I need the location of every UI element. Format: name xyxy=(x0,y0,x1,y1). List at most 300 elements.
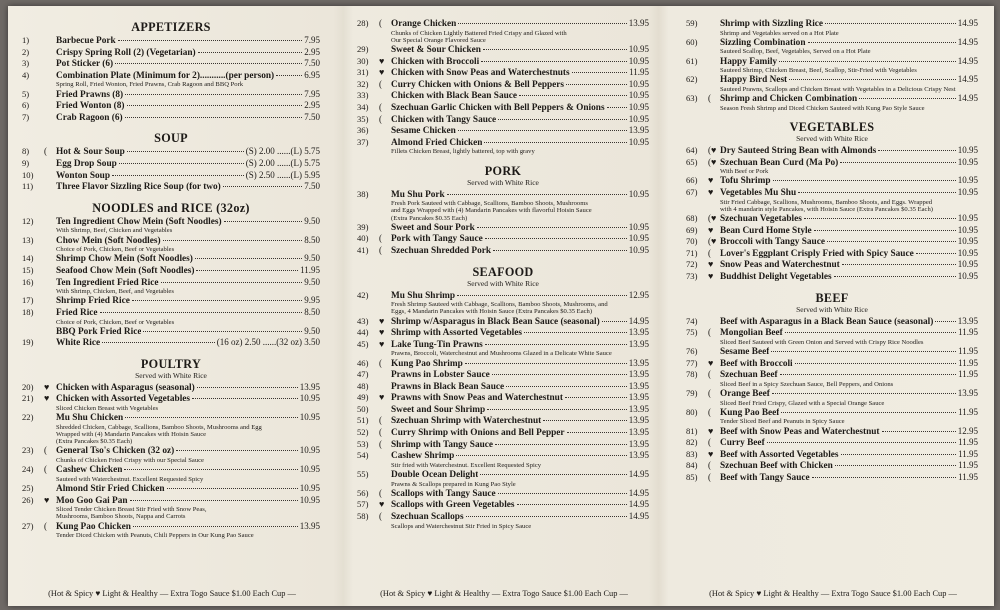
item-name: Orange Chicken xyxy=(391,19,457,29)
item-number: 31) xyxy=(357,67,369,78)
menu-item-line xyxy=(357,439,649,451)
item-price: 10.95 xyxy=(957,212,978,223)
item-price: 10.95 xyxy=(957,186,978,197)
item-description: Prawns, Broccoli, Waterchestnut and Mushrooms Glazed in a Delicate White Sauce xyxy=(391,350,612,358)
section-subtitle: Served with White Rice xyxy=(467,278,539,288)
menu-item xyxy=(686,93,978,112)
item-marker-icon: ( xyxy=(379,101,382,112)
menu-item-line xyxy=(357,222,649,234)
panel-content xyxy=(8,18,336,580)
dot-leader xyxy=(456,455,626,456)
legend-footer: (Hot & Spicy ♥ Light & Healthy — Extra Togo Sauce $1.00 Each Cup — xyxy=(48,589,296,598)
dot-leader xyxy=(935,321,955,322)
item-number: 25) xyxy=(22,483,34,494)
item-price: (16 oz) 2.50 ......(32 oz) 3.50 xyxy=(216,337,320,348)
item-name: Shrimp with Tangy Sauce xyxy=(391,439,494,450)
item-name: Szechuan Scallops xyxy=(391,512,464,523)
item-marker-icon: ♥ xyxy=(708,186,714,197)
menu-item xyxy=(22,158,320,170)
menu-item-line xyxy=(357,79,649,91)
item-price: 14.95 xyxy=(628,511,649,522)
item-price: 13.95 xyxy=(628,450,649,461)
menu-item xyxy=(22,70,320,89)
menu-item-line xyxy=(357,488,649,500)
dot-leader xyxy=(224,221,303,222)
section-gap xyxy=(686,283,978,289)
item-number: 9) xyxy=(22,157,30,168)
item-name: Fried Rice xyxy=(56,307,98,318)
item-price: 10.95 xyxy=(957,270,978,281)
item-number: 48) xyxy=(357,380,369,391)
menu-item-line xyxy=(686,426,978,438)
dot-leader xyxy=(192,398,298,399)
item-name: Bean Curd Home Style xyxy=(720,225,812,236)
dot-leader xyxy=(465,363,627,364)
dot-leader xyxy=(100,312,303,313)
item-price: 13.95 xyxy=(957,315,978,326)
item-description: Choice of Pork, Chicken, Beef or Vegetables xyxy=(56,246,175,254)
menu-item xyxy=(686,37,978,56)
menu-item-line xyxy=(686,248,978,260)
item-number: 73) xyxy=(686,270,698,281)
item-number: 23) xyxy=(22,445,34,456)
item-number: 55) xyxy=(357,469,369,480)
item-description: Prawns & Scallops prepared in Kung Pao Style xyxy=(391,480,516,488)
menu-item-line xyxy=(357,450,649,462)
item-price: 7.95 xyxy=(304,35,320,45)
item-description: With Shrimp, Chicken, Beef, and Vegetables xyxy=(56,288,174,296)
item-description: Sliced Tender Chicken Breast Stir Fried with Snow Peas, xyxy=(56,506,207,514)
dot-leader xyxy=(487,409,627,410)
menu-item-line xyxy=(22,47,320,59)
item-number: 62) xyxy=(686,74,698,85)
item-number: 56) xyxy=(357,487,369,498)
menu-item-line xyxy=(22,100,320,112)
menu-item-line xyxy=(357,67,649,79)
item-number: 58) xyxy=(357,511,369,522)
menu-item xyxy=(357,90,649,102)
item-number: 37) xyxy=(357,136,369,147)
item-number: 35) xyxy=(357,113,369,124)
menu-item xyxy=(357,222,649,234)
menu-item-line xyxy=(357,44,649,56)
item-number: 12) xyxy=(22,215,34,226)
item-number: 38) xyxy=(357,188,369,199)
item-name: Barbecue Pork xyxy=(56,36,116,46)
dot-leader xyxy=(480,474,626,475)
item-price: 10.95 xyxy=(299,412,320,423)
item-description: (Extra Pancakes $0.35 Each) xyxy=(391,214,468,222)
menu-item xyxy=(357,488,649,500)
item-name: Double Ocean Delight xyxy=(391,470,479,481)
menu-panel-right xyxy=(672,6,994,606)
item-name: Sizzling Combination xyxy=(720,37,806,48)
item-price: 8.50 xyxy=(304,306,320,317)
item-description: Fresh Pork Sauteed with Cabbage, Scallions, Bamboo Shoots, Mushrooms xyxy=(391,200,588,208)
item-price: 10.95 xyxy=(628,136,649,147)
item-description: Wrapped with (4) Mandarin Pancakes with Hoisin Sauce xyxy=(56,431,207,439)
menu-item xyxy=(22,235,320,254)
menu-panel-middle xyxy=(343,6,665,606)
item-number: 28) xyxy=(357,18,369,28)
item-name: Scallops with Green Vegetables xyxy=(391,500,515,511)
menu-item xyxy=(357,189,649,222)
menu-item-line xyxy=(357,427,649,439)
dot-leader xyxy=(161,282,303,283)
dot-leader xyxy=(112,175,244,176)
item-price: 13.95 xyxy=(628,125,649,136)
item-price: 13.95 xyxy=(299,381,320,392)
item-name: Szechuan Vegetables xyxy=(720,213,802,224)
item-description: Tender Sliced Beef and Peanuts in Spicy Sauce xyxy=(720,418,845,426)
menu-item-line xyxy=(22,521,320,533)
item-marker-icon: ♥ xyxy=(708,448,714,459)
item-marker-icon: ( xyxy=(44,520,47,531)
item-marker-icon: ( xyxy=(708,327,711,338)
item-marker-icon: ♥ xyxy=(708,425,714,436)
item-number: 69) xyxy=(686,224,698,235)
menu-item xyxy=(686,175,978,187)
menu-item-line xyxy=(686,472,978,484)
item-name: Sesame Chicken xyxy=(391,126,456,137)
item-price: 14.95 xyxy=(957,18,978,28)
item-price: 14.95 xyxy=(628,315,649,326)
dot-leader xyxy=(519,95,627,96)
dot-leader xyxy=(198,52,303,53)
menu-item xyxy=(22,382,320,394)
dot-leader xyxy=(125,417,298,418)
section-gap xyxy=(686,112,978,118)
item-number: 50) xyxy=(357,403,369,414)
dot-leader xyxy=(812,477,956,478)
dot-leader xyxy=(789,79,956,80)
item-name: Almond Stir Fried Chicken xyxy=(56,484,165,495)
menu-item xyxy=(357,392,649,404)
panel-content xyxy=(672,18,994,580)
menu-item xyxy=(22,412,320,445)
item-price: 13.95 xyxy=(628,438,649,449)
item-marker-icon: ( xyxy=(44,464,47,475)
item-description: Sauteed Shrimp, Chicken Breast, Beef, Scallop, Stir-Fried with Vegetables xyxy=(720,67,917,75)
item-price: 10.95 xyxy=(628,233,649,244)
menu-item-line xyxy=(686,316,978,328)
menu-item xyxy=(357,415,649,427)
section-gap xyxy=(357,257,649,263)
menu-item xyxy=(357,369,649,381)
item-price: 11.95 xyxy=(958,327,978,338)
item-number: 71) xyxy=(686,247,698,258)
item-name: Szechuan Shredded Pork xyxy=(391,245,492,256)
menu-item-line xyxy=(22,112,320,124)
item-number: 27) xyxy=(22,520,34,531)
menu-item xyxy=(357,381,649,393)
item-number: 81) xyxy=(686,425,698,436)
menu-item xyxy=(357,427,649,439)
item-name: Beef with Assorted Vegetables xyxy=(720,449,839,460)
item-number: 78) xyxy=(686,369,698,380)
item-price: 13.95 xyxy=(628,327,649,338)
item-name: Pot Sticker (6) xyxy=(56,59,114,70)
item-description: Shrimp and Vegetables served on a Hot Plate xyxy=(720,29,839,37)
item-price: 14.95 xyxy=(628,499,649,510)
item-name: Szechuan Beef with Chicken xyxy=(720,461,833,472)
section-title: SEAFOOD xyxy=(472,264,534,279)
item-name: Curry Chicken with Onions & Bell Peppers xyxy=(391,79,565,90)
menu-item-line xyxy=(357,404,649,416)
item-name: Mu Shu Shrimp xyxy=(391,290,456,301)
menu-item-line xyxy=(357,137,649,149)
item-description: Chunks of Chicken Fried Crispy with our Special Sauce xyxy=(56,457,204,465)
item-name: Curry Beef xyxy=(720,438,765,449)
menu-item-line xyxy=(22,181,320,193)
item-price: 14.95 xyxy=(957,74,978,85)
item-name: Sweet & Sour Chicken xyxy=(391,45,481,55)
item-description: Eggs, 4 Mandarin Pancakes with Hoisin Sauce (Extra Pancakes $0.35 Each) xyxy=(391,308,593,316)
item-price: 13.95 xyxy=(628,369,649,380)
item-name: Prawns with Snow Peas and Waterchestnut xyxy=(391,393,563,404)
section-subtitle: Served with White Rice xyxy=(796,304,868,314)
menu-item xyxy=(22,277,320,296)
menu-item-line xyxy=(686,236,978,248)
dot-leader xyxy=(602,321,627,322)
item-number: 59) xyxy=(686,18,698,28)
item-marker-icon: ( xyxy=(708,369,711,380)
menu-item-line xyxy=(357,125,649,137)
item-description: With Beef or Pork xyxy=(720,168,769,176)
item-number: 4) xyxy=(22,69,30,80)
item-name: Lover's Eggplant Crisply Fried with Spicy Sauce xyxy=(720,248,914,259)
item-number: 60) xyxy=(686,36,698,47)
item-price: 7.50 xyxy=(304,111,320,122)
menu-item-line xyxy=(686,388,978,400)
item-price: 12.95 xyxy=(628,289,649,300)
item-marker-icon: (♥ xyxy=(708,212,717,223)
section-gap xyxy=(22,193,320,199)
dot-leader xyxy=(127,105,303,106)
dot-leader xyxy=(834,276,956,277)
dot-leader xyxy=(841,454,957,455)
item-name: Shrimp w/Asparagus in Black Bean Sauce (seasonal) xyxy=(391,316,600,327)
legend-footer: (Hot & Spicy ♥ Light & Healthy — Extra Togo Sauce $1.00 Each Cup — xyxy=(380,589,628,598)
item-name: Chicken with Snow Peas and Waterchestnuts xyxy=(391,68,570,79)
menu-item-line xyxy=(357,499,649,511)
item-description: Season Fresh Shrimp and Diced Chicken Sauteed with Kung Pao Style Sauce xyxy=(720,104,925,112)
menu-item-line xyxy=(22,382,320,394)
item-number: 29) xyxy=(357,44,369,54)
dot-leader xyxy=(498,493,627,494)
section-subtitle: Served with White Rice xyxy=(135,370,207,380)
item-name: Dry Sauteed String Bean with Almonds xyxy=(720,145,877,156)
dot-leader xyxy=(773,180,956,181)
menu-item-line xyxy=(357,358,649,370)
item-number: 64) xyxy=(686,144,698,155)
section-title: APPETIZERS xyxy=(131,20,211,34)
item-number: 66) xyxy=(686,175,698,186)
item-price: 13.95 xyxy=(628,392,649,403)
menu-item-line xyxy=(686,437,978,449)
menu-item-line xyxy=(686,18,978,30)
menu-item-line xyxy=(686,407,978,419)
dot-leader xyxy=(127,151,244,152)
item-marker-icon: ( xyxy=(708,471,711,482)
menu-item xyxy=(357,245,649,257)
menu-item xyxy=(22,35,320,47)
menu-item xyxy=(686,187,978,213)
item-price: 10.95 xyxy=(957,247,978,258)
item-number: 85) xyxy=(686,471,698,482)
item-marker-icon: (♥ xyxy=(708,236,717,247)
menu-section xyxy=(22,349,320,540)
menu-item-line xyxy=(357,511,649,523)
dot-leader xyxy=(133,526,298,527)
menu-item xyxy=(686,259,978,271)
dot-leader xyxy=(167,488,298,489)
menu-section xyxy=(357,257,649,530)
item-number: 43) xyxy=(357,315,369,326)
dot-leader xyxy=(124,469,297,470)
item-price: 10.95 xyxy=(628,90,649,101)
item-price: (S) 2.50 ......(L) 5.95 xyxy=(245,169,320,180)
item-number: 24) xyxy=(22,464,34,475)
menu-item-line xyxy=(686,449,978,461)
dot-leader xyxy=(447,194,627,195)
menu-section xyxy=(22,21,320,123)
dot-leader xyxy=(567,432,627,433)
item-description: Stir Fried Cabbage, Scallions, Mushrooms, Bamboo Shoots, and Eggs. Wrapped xyxy=(720,198,933,206)
item-price: 10.95 xyxy=(299,464,320,475)
item-description: Stir fried with Waterchestnut. Excellent Requested Spicy xyxy=(391,461,542,469)
item-marker-icon: ♥ xyxy=(708,224,714,235)
item-number: 30) xyxy=(357,55,369,66)
item-name: Shrimp with Sizzling Rice xyxy=(720,19,824,29)
menu-item xyxy=(22,146,320,158)
item-marker-icon: ( xyxy=(379,427,382,438)
menu-item xyxy=(357,56,649,68)
menu-item xyxy=(357,339,649,358)
item-name: Shrimp Fried Rice xyxy=(56,296,130,307)
item-price: 10.95 xyxy=(628,44,649,54)
item-price: 10.95 xyxy=(628,101,649,112)
menu-item-line xyxy=(357,233,649,245)
item-price: 13.95 xyxy=(299,520,320,531)
item-name: Moo Goo Gai Pan xyxy=(56,495,128,506)
item-price: 7.95 xyxy=(304,88,320,99)
item-name: Mu Shu Pork xyxy=(391,189,445,200)
section-title: NOODLES and RICE (32oz) xyxy=(92,200,250,215)
menu-item-line xyxy=(357,245,649,257)
menu-item-line xyxy=(22,235,320,247)
dot-leader xyxy=(143,331,302,332)
dot-leader xyxy=(781,412,956,413)
item-name: Szechuan Bean Curd (Ma Po) xyxy=(720,157,839,168)
item-price: 7.50 xyxy=(304,58,320,69)
menu-item-line xyxy=(357,469,649,481)
item-name: Cashew Chicken xyxy=(56,465,123,476)
item-marker-icon: ♥ xyxy=(379,67,385,78)
dot-leader xyxy=(195,258,302,259)
item-number: 72) xyxy=(686,259,698,270)
item-price: 10.95 xyxy=(299,494,320,505)
menu-item xyxy=(22,483,320,495)
item-number: 20) xyxy=(22,381,34,392)
menu-item-line xyxy=(22,70,320,82)
menu-item xyxy=(686,248,978,260)
item-name: Wonton Soup xyxy=(56,170,111,181)
item-name: Szechuan Shrimp with Waterchestnut xyxy=(391,416,542,427)
menu-item xyxy=(686,56,978,75)
item-marker-icon: ( xyxy=(379,78,382,89)
item-price: 11.95 xyxy=(629,67,649,78)
dot-leader xyxy=(772,393,956,394)
item-price: 10.95 xyxy=(299,393,320,404)
item-description: Chunks of Chicken Lightly Battered Fried Crispy and Glazed with xyxy=(391,29,567,37)
menu-item xyxy=(22,100,320,112)
item-number: 10) xyxy=(22,169,34,180)
item-marker-icon: ♥ xyxy=(708,270,714,281)
menu-item xyxy=(22,181,320,193)
item-name: Three Flavor Sizzling Rice Soup (for two) xyxy=(56,182,221,193)
menu-item-line xyxy=(22,495,320,507)
item-number: 54) xyxy=(357,450,369,461)
item-number: 74) xyxy=(686,315,698,326)
item-name: Happy Bird Nest xyxy=(720,75,788,86)
menu-item xyxy=(22,47,320,59)
item-name: Beef with Asparagus in a Black Bean Sauce (seasonal) xyxy=(720,316,934,327)
item-name: Crispy Spring Roll (2) (Vegetarian) xyxy=(56,47,196,58)
menu-item-line xyxy=(22,146,320,158)
item-price: 11.95 xyxy=(958,437,978,448)
item-number: 53) xyxy=(357,438,369,449)
item-name: Shrimp with Assorted Vegetables xyxy=(391,328,522,339)
item-number: 21) xyxy=(22,393,34,404)
item-price: 11.95 xyxy=(958,448,978,459)
item-number: 34) xyxy=(357,101,369,112)
menu-item xyxy=(357,327,649,339)
item-price: 9.50 xyxy=(304,276,320,287)
item-number: 51) xyxy=(357,415,369,426)
item-name: Orange Beef xyxy=(720,388,770,399)
item-marker-icon: ( xyxy=(44,146,47,157)
item-description: Fresh Shrimp Sauteed with Cabbage, Scallions, Bamboo Shoots, Mushrooms, and xyxy=(391,301,608,309)
menu-item xyxy=(22,307,320,326)
item-price: 13.95 xyxy=(628,427,649,438)
menu-item xyxy=(22,58,320,70)
item-price: 10.95 xyxy=(957,156,978,167)
menu-item xyxy=(357,102,649,114)
menu-section xyxy=(686,112,978,283)
menu-item xyxy=(686,449,978,461)
dot-leader xyxy=(779,61,956,62)
item-price: 10.95 xyxy=(628,244,649,255)
item-name: White Rice xyxy=(56,338,101,349)
item-name: Mongolian Beef xyxy=(720,328,783,339)
item-price: 12.95 xyxy=(957,425,978,436)
item-description: Scallops and Waterchestnut Stir Fried in Spicy Sauce xyxy=(391,522,532,530)
item-price: (S) 2.00 ......(L) 5.75 xyxy=(245,146,320,157)
dot-leader xyxy=(565,397,627,398)
menu-item xyxy=(357,439,649,451)
item-name: Fried Wonton (8) xyxy=(56,101,125,112)
menu-item-line xyxy=(686,93,978,105)
menu-item-line xyxy=(22,326,320,338)
dot-leader xyxy=(493,250,627,251)
menu-section xyxy=(357,18,649,156)
item-name: Beef with Snow Peas and Waterchestnut xyxy=(720,426,880,437)
menu-item-line xyxy=(22,277,320,289)
item-marker-icon: ( xyxy=(379,244,382,255)
dot-leader xyxy=(804,218,956,219)
menu-item-line xyxy=(22,35,320,47)
